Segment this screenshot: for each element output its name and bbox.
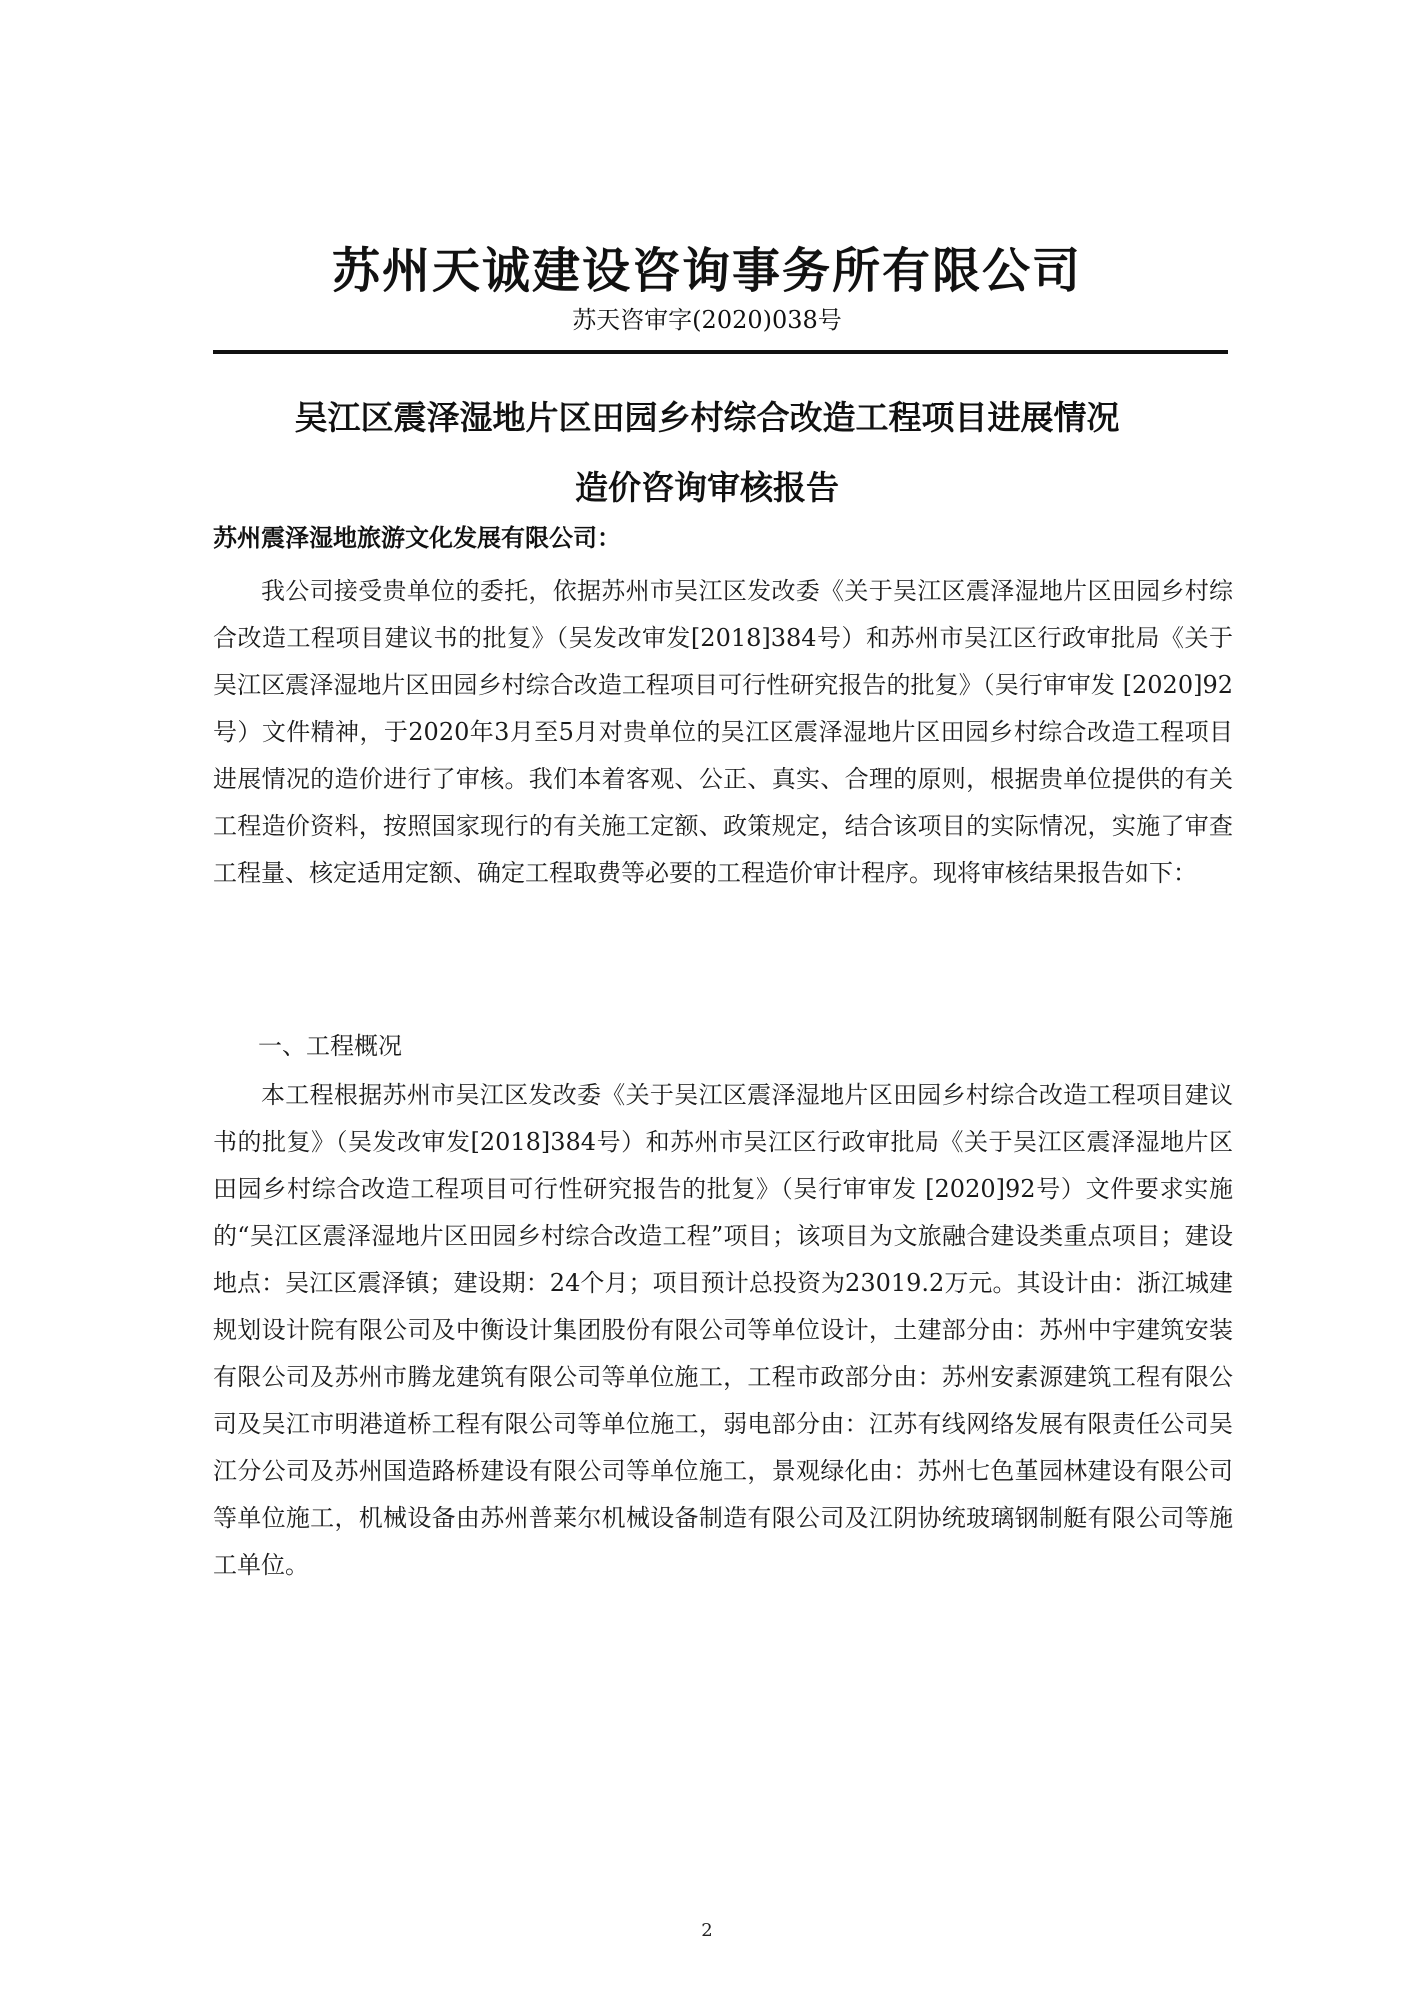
salutation: 苏州震泽湿地旅游文化发展有限公司： <box>213 523 621 552</box>
project-overview-paragraph: 本工程根据苏州市吴江区发改委《关于吴江区震泽湿地片区田园乡村综合改造工程项目建议书的批复》（吴发改审发[2018]384号）和苏州市吴江区行政审批局《关于吴江区震泽湿地片区田园乡村综合改造工程项目可行性研究报告的批复》（吴行审审发 [2020]92号）文件要求实施的“吴江区震泽湿地片区田园乡村综合改造工程”项目；该项目为文旅融合建设类重点项目；建设地点：吴江区震泽镇；建设期：24个月；项目预计总投资为23019.2万元。其设计由：浙江城建规划设计院有限公司及中衡设计集团股份有限公司等单位设计，土建部分由：苏州中宇建筑安装有限公司及苏州市腾龙建筑有限公司等单位施工，工程市政部分由：苏州安素源建筑工程有限公司及吴江市明港道桥工程有限公司等单位施工，弱电部分由：江苏有线网络发展有限责任公司吴江分公司及苏州国造路桥建设有限公司等单位施工，景观绿化由：苏州七色堇园林建设有限公司等单位施工，机械设备由苏州普莱尔机械设备制造有限公司及江阴协统玻璃钢制艇有限公司等施工单位。 <box>213 1081 1233 1579</box>
company-name: 苏州天诚建设咨询事务所有限公司 <box>331 243 1082 299</box>
report-title-line1: 吴江区震泽湿地片区田园乡村综合改造工程项目进展情况 <box>294 398 1120 437</box>
section-heading-project-overview: 一、工程概况 <box>258 1032 402 1060</box>
header-divider <box>213 350 1228 354</box>
document-number: 苏天咨审字(2020)038号 <box>572 306 842 334</box>
report-title-line2: 造价咨询审核报告 <box>575 468 839 507</box>
page-number: 2 <box>701 1920 713 1941</box>
intro-paragraph: 我公司接受贵单位的委托，依据苏州市吴江区发改委《关于吴江区震泽湿地片区田园乡村综合改造工程项目建议书的批复》（吴发改审发[2018]384号）和苏州市吴江区行政审批局《关于吴江区震泽湿地片区田园乡村综合改造工程项目可行性研究报告的批复》（吴行审审发 [2020]92号）文件精神，于2020年3月至5月对贵单位的吴江区震泽湿地片区田园乡村综合改造工程项目进展情况的造价进行了审核。我们本着客观、公正、真实、合理的原则，根据贵单位提供的有关工程造价资料，按照国家现行的有关施工定额、政策规定，结合该项目的实际情况，实施了审查工程量、核定适用定额、确定工程取费等必要的工程造价审计程序。现将审核结果报告如下： <box>213 577 1233 887</box>
